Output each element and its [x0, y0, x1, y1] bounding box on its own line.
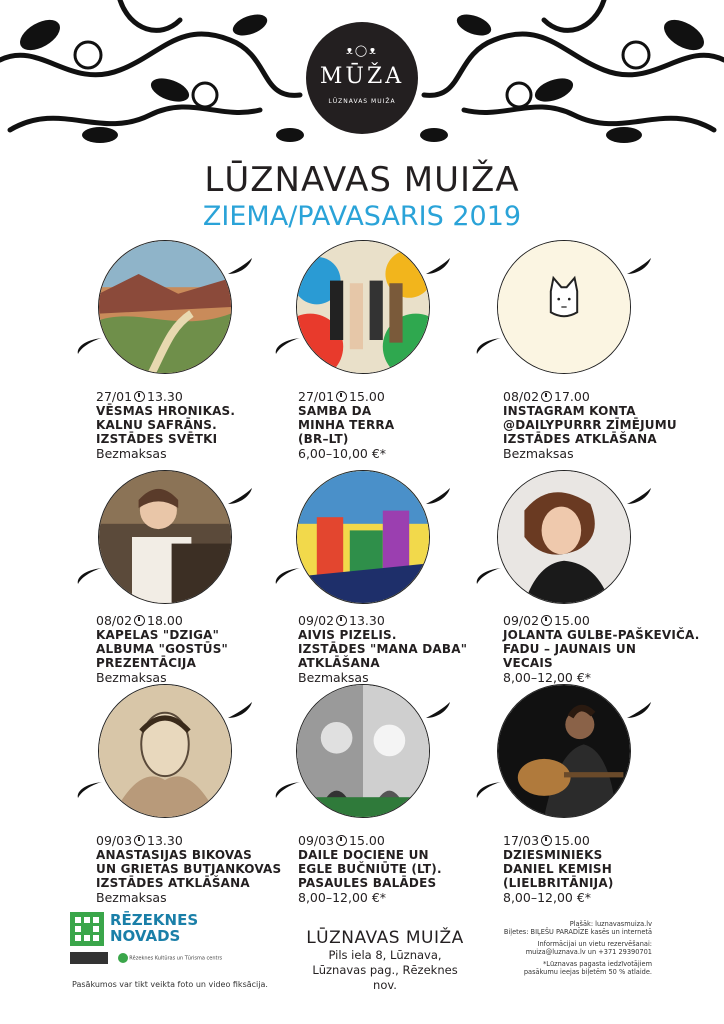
ink-tail-ornament [473, 780, 503, 804]
event-title-line: VĒSMAS HRONIKAS. [96, 404, 236, 418]
portrait-drawing-image [99, 685, 231, 817]
ink-tail-ornament [74, 780, 104, 804]
event-title-line: IZSTĀDES ATKLĀŠANA [503, 432, 657, 446]
event-date: 27/01 [298, 389, 335, 404]
event-image [296, 470, 430, 604]
event-title-line: MINHA TERRA [298, 418, 395, 432]
event-title-line: DANIEL KEMISH [503, 862, 612, 876]
ink-tail-ornament [272, 336, 302, 360]
info-line: Plašāk: luznavasmuiza.lv [569, 920, 652, 928]
event-title-line: JOLANTA GULBE-PAŠKEVIČA. [503, 628, 700, 642]
event-image [296, 240, 430, 374]
event-image [296, 684, 430, 818]
venue-address-line: Lūznavas pag., Rēzeknes nov. [312, 963, 458, 992]
event-title-line: PASAULES BALĀDES [298, 876, 437, 890]
event-title-line: EGLE BUČNIŪTE (LT). [298, 862, 442, 876]
ink-tail-ornament [424, 256, 452, 280]
logo-name: MŪŽA [319, 64, 405, 89]
guitarist-photo-image [498, 685, 630, 817]
event-time: 15.00 [349, 833, 385, 848]
clock-icon [336, 835, 347, 846]
event-price: Bezmaksas [503, 446, 574, 461]
event-date: 08/02 [96, 613, 133, 628]
ink-tail-ornament [625, 700, 653, 724]
clock-icon [134, 391, 145, 402]
event-image [497, 470, 631, 604]
photo-note: Pasākumos var tikt veikta foto un video fiksācija. [72, 980, 268, 989]
event-details [96, 390, 235, 461]
duo-photo-image [297, 685, 429, 817]
event-title-line: DAILE DOCIENE UN [298, 848, 429, 862]
event-title-line: @DAILYPURRR ZĪMĒJUMU [503, 418, 677, 432]
venue-block [300, 928, 470, 993]
event-date: 27/01 [96, 389, 133, 404]
event-price: Bezmaksas [96, 890, 167, 905]
band-photo-image [297, 241, 429, 373]
abstract-painting-image [297, 471, 429, 603]
cat-drawing-image [498, 241, 630, 373]
event-details [503, 834, 614, 905]
ink-tail-ornament [272, 780, 302, 804]
ink-tail-ornament [424, 700, 452, 724]
event-date: 08/02 [503, 389, 540, 404]
leaf-logo-icon [118, 953, 128, 963]
page-subtitle: ZIEMA/PAVASARIS 2019 [202, 201, 522, 232]
event-time: 13.30 [147, 833, 183, 848]
event-title-line: ATKLĀŠANA [298, 656, 380, 670]
event-price: 8,00–12,00 €* [503, 670, 592, 685]
event-details [298, 390, 394, 461]
event-time: 15.00 [554, 613, 590, 628]
event-title-line: KAPELAS "DZIGA" [96, 628, 220, 642]
event-title-line: (BR–LT) [298, 432, 349, 446]
event-title-line: FADU – JAUNAIS UN [503, 642, 637, 656]
event-title-line: IZSTĀDES "MANA DABA" [298, 642, 468, 656]
event-time: 17.00 [554, 389, 590, 404]
sponsor-name: RĒZEKNES NOVADS [110, 911, 199, 945]
event-title-line: ANASTASIJAS BIKOVAS [96, 848, 252, 862]
event-time: 13.30 [147, 389, 183, 404]
event-image [98, 470, 232, 604]
info-block [472, 920, 652, 980]
info-line: *Lūznavas pagasta iedzīvotājiem [543, 960, 652, 968]
event-title-line: AIVIS PIZELIS. [298, 628, 397, 642]
clock-icon [134, 615, 145, 626]
event-details [96, 614, 228, 685]
event-details [298, 834, 442, 905]
event-title-line: (LIELBRITĀNIJA) [503, 876, 614, 890]
event-title-line: KALNU SAFRĀNS. [96, 418, 217, 432]
clock-icon [336, 615, 347, 626]
ink-tail-ornament [625, 486, 653, 510]
logo-subtitle: LŪZNAVAS MUIŽA [328, 98, 396, 105]
partner-logo-text: Rēzeknes Kultūras un Tūrisma centrs [129, 955, 223, 962]
singer-portrait-image [498, 471, 630, 603]
venue-address-line: Pils iela 8, Lūznava, [328, 948, 442, 962]
landscape-painting-image [99, 241, 231, 373]
event-date: 09/03 [96, 833, 133, 848]
event-image [98, 240, 232, 374]
event-title-line: ALBUMA "GOSTŪS" [96, 642, 228, 656]
clock-icon [541, 615, 552, 626]
ink-tail-ornament [226, 486, 254, 510]
clock-icon [134, 835, 145, 846]
ink-tail-ornament [473, 566, 503, 590]
event-details [96, 834, 281, 905]
event-details [503, 614, 699, 685]
clock-icon [541, 835, 552, 846]
event-price: 8,00–12,00 €* [298, 890, 387, 905]
ink-tail-ornament [272, 566, 302, 590]
partner-logos [70, 952, 222, 964]
ink-tail-ornament [625, 256, 653, 280]
clock-icon [336, 391, 347, 402]
event-price: Bezmaksas [96, 670, 167, 685]
event-title-line: VECAIS [503, 656, 553, 670]
folk-couple-image [99, 471, 231, 603]
event-price: Bezmaksas [298, 670, 369, 685]
event-time: 15.00 [554, 833, 590, 848]
event-image [497, 684, 631, 818]
page-title: LŪZNAVAS MUIŽA [204, 160, 520, 200]
event-title-line: IZSTĀDES SVĒTKI [96, 432, 218, 446]
event-details [503, 390, 677, 461]
clock-icon [541, 391, 552, 402]
info-line: Biļetes: BIĻEŠU PARADĪZE kasēs un internetā [503, 928, 652, 936]
event-details [298, 614, 467, 685]
event-title-line: PREZENTĀCIJA [96, 656, 197, 670]
event-price: 6,00–10,00 €* [298, 446, 387, 461]
event-time: 15.00 [349, 389, 385, 404]
logo-crown-icon: ᴥ◯ᴥ [346, 44, 378, 57]
partner-logo-icon [70, 952, 108, 964]
ink-tail-ornament [424, 486, 452, 510]
ink-tail-ornament [226, 256, 254, 280]
ink-tail-ornament [74, 566, 104, 590]
ink-tail-ornament [226, 700, 254, 724]
event-date: 09/02 [503, 613, 540, 628]
event-price: 8,00–12,00 €* [503, 890, 592, 905]
event-title-line: DZIESMINIEKS [503, 848, 603, 862]
event-date: 09/03 [298, 833, 335, 848]
info-line: Informācijai un vietu rezervēšanai: [537, 940, 652, 948]
event-image [497, 240, 631, 374]
rezeknes-novads-logo-icon [70, 912, 104, 946]
muza-logo [306, 22, 418, 134]
event-date: 17/03 [503, 833, 540, 848]
event-price: Bezmaksas [96, 446, 167, 461]
event-title-line: SAMBA DA [298, 404, 372, 418]
venue-name: LŪZNAVAS MUIŽA [306, 928, 464, 948]
event-date: 09/02 [298, 613, 335, 628]
event-time: 13.30 [349, 613, 385, 628]
event-title-line: UN GRIETAS BUTJANKOVAS [96, 862, 282, 876]
info-line: muiza@luznava.lv un +371 29390701 [525, 948, 652, 956]
event-title-line: IZSTĀDES ATKLĀŠANA [96, 876, 250, 890]
event-time: 18.00 [147, 613, 183, 628]
ink-tail-ornament [74, 336, 104, 360]
event-title-line: INSTAGRAM KONTA [503, 404, 636, 418]
event-image [98, 684, 232, 818]
ink-tail-ornament [473, 336, 503, 360]
info-line: pasākumu ieejas biļetēm 50 % atlaide. [523, 968, 652, 976]
